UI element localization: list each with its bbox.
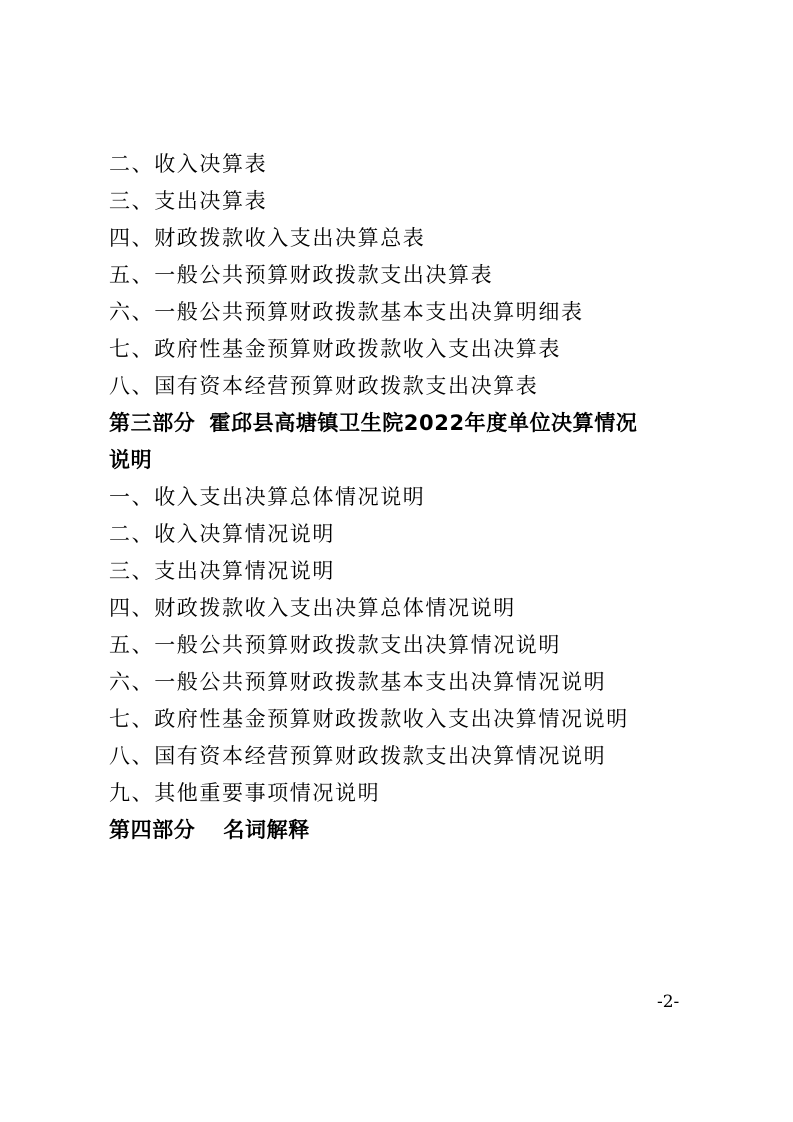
part3-heading (109, 405, 699, 479)
page-number: -2- (657, 992, 680, 1012)
toc-item-general-budget-expenditure-table: 五、一般公共预算财政拨款支出决算表 (109, 263, 494, 287)
part4-title: 名词解释 (223, 818, 310, 842)
toc-item-general-budget-explanation: 五、一般公共预算财政拨款支出决算情况说明 (109, 633, 561, 657)
toc-item-fiscal-allocation-explanation: 四、财政拨款收入支出决算总体情况说明 (109, 596, 516, 620)
toc-item-state-capital-explanation: 八、国有资本经营预算财政拨款支出决算情况说明 (109, 744, 607, 768)
part3-label: 第三部分 (109, 411, 196, 435)
table-of-contents (109, 146, 709, 849)
toc-item-government-fund-table: 七、政府性基金预算财政拨款收入支出决算表 (109, 337, 561, 361)
part4-label: 第四部分 (109, 818, 196, 842)
toc-item-overall-explanation: 一、收入支出决算总体情况说明 (109, 485, 426, 509)
toc-item-government-fund-explanation: 七、政府性基金预算财政拨款收入支出决算情况说明 (109, 707, 629, 731)
toc-item-state-capital-table: 八、国有资本经营预算财政拨款支出决算表 (109, 374, 539, 398)
part3-title: 霍邱县高塘镇卫生院2022年度单位决算情况 (209, 411, 638, 435)
toc-item-expenditure-explanation: 三、支出决算情况说明 (109, 559, 335, 583)
toc-item-expenditure-table: 三、支出决算表 (109, 189, 268, 213)
part4-heading (109, 812, 709, 849)
part3-title-continuation: 说明 (109, 448, 153, 472)
toc-item-income-explanation: 二、收入决算情况说明 (109, 522, 335, 546)
toc-item-general-budget-basic-explanation: 六、一般公共预算财政拨款基本支出决算情况说明 (109, 670, 607, 694)
toc-item-fiscal-allocation-summary-table: 四、财政拨款收入支出决算总表 (109, 226, 426, 250)
toc-item-income-table: 二、收入决算表 (109, 152, 268, 176)
toc-item-other-matters-explanation: 九、其他重要事项情况说明 (109, 781, 381, 805)
toc-item-general-budget-basic-expenditure-table: 六、一般公共预算财政拨款基本支出决算明细表 (109, 300, 584, 324)
